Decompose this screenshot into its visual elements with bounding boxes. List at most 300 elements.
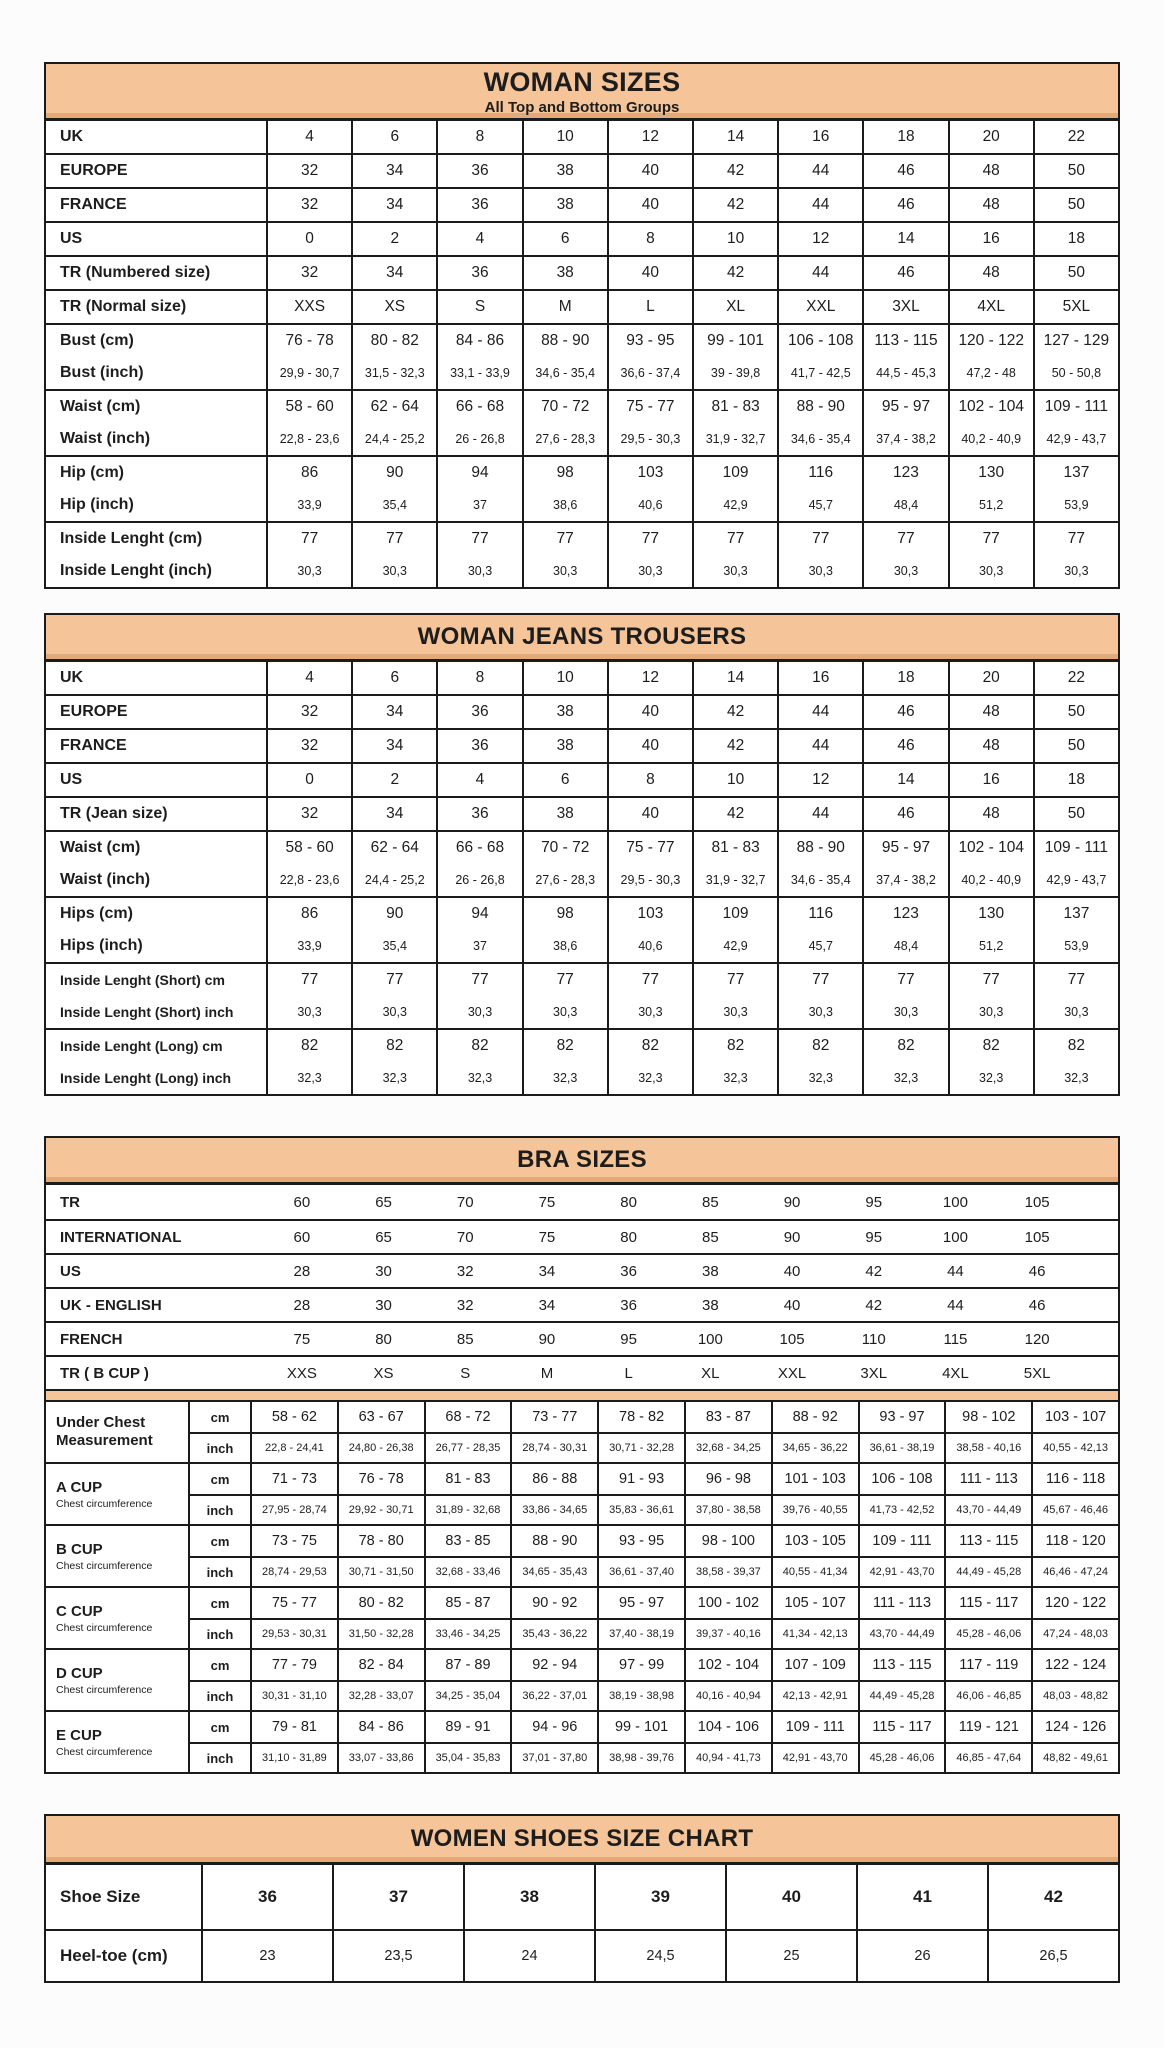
row-label: Inside Lenght (inch) <box>60 562 212 579</box>
value-cell-inch: 29,53 - 30,31 <box>250 1618 337 1648</box>
value-cell: 41,7 - 42,5 <box>777 357 862 389</box>
value-cell: 29,5 - 30,3 <box>607 864 692 896</box>
value-cell-inch: 32,68 - 33,46 <box>424 1556 511 1586</box>
value-cell: 32,3 <box>351 1062 436 1094</box>
value-cell: 130 <box>948 457 1033 489</box>
bra-cup-measurements-body <box>46 1402 1118 1772</box>
woman-sizes-body <box>46 121 1118 587</box>
value-cell: 66 - 68 <box>436 832 521 864</box>
value-cell: M <box>540 1364 554 1382</box>
unit-cm-label: cm <box>188 1402 250 1432</box>
value-cell: 120 <box>1024 1330 1050 1348</box>
value-cell: 34 <box>351 696 436 728</box>
value-cell: 77 <box>948 523 1033 555</box>
value-cell: 85 <box>456 1330 474 1348</box>
value-cell: 30,3 <box>351 555 436 587</box>
value-cell: 77 <box>436 523 521 555</box>
value-cell-inch: 46,85 - 47,64 <box>944 1742 1031 1772</box>
value-cell: 77 <box>351 523 436 555</box>
jeans-trousers-table <box>44 613 1120 1096</box>
value-cell: 34 <box>351 798 436 830</box>
value-cell: 34,6 - 35,4 <box>522 357 607 389</box>
value-cell: 14 <box>692 121 777 153</box>
value-cell: 37 <box>436 489 521 521</box>
value-cell: 37,4 - 38,2 <box>862 864 947 896</box>
row-label: UK - ENGLISH <box>60 1296 162 1314</box>
value-cell: 30,3 <box>436 996 521 1028</box>
value-cell: 40 <box>607 189 692 221</box>
value-cell: XXL <box>777 1364 807 1382</box>
row-label: TR ( B CUP ) <box>60 1364 149 1382</box>
row-group <box>46 121 1118 153</box>
row-label: Inside Lenght (Long) cm <box>60 1038 223 1054</box>
value-cell: 50 <box>1033 696 1118 728</box>
value-cell: 34 <box>538 1296 556 1314</box>
value-cell: 77 <box>522 523 607 555</box>
value-cell: 80 <box>375 1330 392 1348</box>
value-cell: 120 - 122 <box>948 325 1033 357</box>
value-cell: 32,3 <box>607 1062 692 1094</box>
value-cell: 103 <box>607 898 692 930</box>
value-cell: 14 <box>692 662 777 694</box>
value-cell: 22 <box>1033 121 1118 153</box>
value-cell: 8 <box>436 662 521 694</box>
value-cell-cm: 98 - 102 <box>944 1402 1031 1432</box>
row-label: Inside Lenght (Short) cm <box>60 972 225 988</box>
value-cell: 27,6 - 28,3 <box>522 423 607 455</box>
value-cell: 29,9 - 30,7 <box>266 357 351 389</box>
value-cell: 48,4 <box>862 930 947 962</box>
value-cell: S <box>436 291 521 323</box>
row-label: Hips (cm) <box>60 905 133 922</box>
table-row <box>46 1321 1118 1355</box>
value-cell: 24 <box>463 1931 594 1981</box>
value-cell: 6 <box>522 223 607 255</box>
table-row <box>46 1062 1118 1094</box>
value-cell: 95 <box>620 1330 637 1348</box>
value-cell: 38 <box>522 189 607 221</box>
value-cell: 42 <box>865 1296 883 1314</box>
value-cell-cm: 106 - 108 <box>858 1464 945 1494</box>
value-cell: 77 <box>862 964 947 996</box>
row-label: US <box>60 230 83 247</box>
value-cell-cm: 115 - 117 <box>944 1588 1031 1618</box>
cup-row-group <box>46 1710 1118 1772</box>
value-cell: 77 <box>607 523 692 555</box>
value-cell: 32,3 <box>436 1062 521 1094</box>
value-cell: 38 <box>522 798 607 830</box>
value-cell-cm: 83 - 87 <box>684 1402 771 1432</box>
value-cell-cm: 97 - 99 <box>597 1650 684 1680</box>
shoes-size-table <box>44 1814 1120 1983</box>
value-cell: 32,3 <box>692 1062 777 1094</box>
value-cell: 32 <box>266 696 351 728</box>
value-cell: 30 <box>375 1296 392 1314</box>
value-cell: 6 <box>522 764 607 796</box>
value-cell: 40 <box>607 798 692 830</box>
value-cell: 82 <box>522 1030 607 1062</box>
value-cell: 77 <box>522 964 607 996</box>
value-cell: 12 <box>607 662 692 694</box>
table-row <box>46 1355 1118 1389</box>
value-cell: 80 <box>620 1228 637 1246</box>
value-cell: 34 <box>351 257 436 289</box>
value-cell: 77 <box>692 964 777 996</box>
value-cell: 10 <box>522 662 607 694</box>
value-cell: 77 <box>777 523 862 555</box>
value-cell-inch: 38,19 - 38,98 <box>597 1680 684 1710</box>
row-group <box>46 896 1118 962</box>
row-label: INTERNATIONAL <box>60 1228 182 1246</box>
value-cell: 30,3 <box>692 996 777 1028</box>
value-cell: 39 <box>594 1865 725 1929</box>
value-cell-cm: 88 - 90 <box>510 1526 597 1556</box>
value-cell-inch: 42,91 - 43,70 <box>858 1556 945 1586</box>
value-cell: 40,6 <box>607 489 692 521</box>
value-cell: 76 - 78 <box>266 325 351 357</box>
value-cell-inch: 34,65 - 36,22 <box>771 1432 858 1462</box>
row-group <box>46 521 1118 587</box>
value-cell: 18 <box>862 662 947 694</box>
value-cell: 44 <box>777 257 862 289</box>
table-row <box>46 764 1118 796</box>
cup-name: E CUP <box>56 1726 102 1744</box>
value-cell: 36 <box>620 1296 637 1314</box>
value-cell: 113 - 115 <box>862 325 947 357</box>
row-label: Inside Lenght (Long) inch <box>60 1070 232 1086</box>
value-cell: 137 <box>1033 457 1118 489</box>
value-cell: 32,3 <box>1033 1062 1118 1094</box>
value-cell-cm: 113 - 115 <box>858 1650 945 1680</box>
value-cell-cm: 99 - 101 <box>597 1712 684 1742</box>
value-cell: 32,3 <box>777 1062 862 1094</box>
value-cell: 40,2 - 40,9 <box>948 423 1033 455</box>
row-label: FRENCH <box>60 1330 123 1348</box>
unit-inch-label: inch <box>188 1494 250 1524</box>
cup-sublabel: Chest circumference <box>56 1745 153 1758</box>
cup-sublabel: Chest circumference <box>56 1559 153 1572</box>
cup-label <box>46 1402 188 1462</box>
value-cell: 44 <box>777 155 862 187</box>
value-cell: 42 <box>692 730 777 762</box>
value-cell-inch: 35,04 - 35,83 <box>424 1742 511 1772</box>
value-cell: 46 <box>862 155 947 187</box>
value-cell: 42 <box>692 155 777 187</box>
value-cell: 48 <box>948 696 1033 728</box>
value-cell: 32 <box>266 798 351 830</box>
row-group <box>46 662 1118 694</box>
unit-cm-label: cm <box>188 1712 250 1742</box>
value-cell: 38,6 <box>522 489 607 521</box>
row-group <box>46 796 1118 830</box>
value-cell-cm: 91 - 93 <box>597 1464 684 1494</box>
value-cell: 109 <box>692 898 777 930</box>
value-cell: 109 - 111 <box>1033 391 1118 423</box>
value-cell: 30,3 <box>351 996 436 1028</box>
table-row <box>46 189 1118 221</box>
value-cell: 0 <box>266 764 351 796</box>
value-cell: 34,6 - 35,4 <box>777 423 862 455</box>
value-cell: 77 <box>862 523 947 555</box>
value-cell: 22,8 - 23,6 <box>266 423 351 455</box>
cup-name: D CUP <box>56 1664 103 1682</box>
value-cell: 46 <box>862 730 947 762</box>
value-cell: 46 <box>862 189 947 221</box>
value-cell: 4 <box>266 121 351 153</box>
woman-sizes-table <box>44 62 1120 589</box>
table-row <box>46 457 1118 489</box>
value-cell: 93 - 95 <box>607 325 692 357</box>
value-cell-inch: 28,74 - 29,53 <box>250 1556 337 1586</box>
value-cell: 4 <box>436 223 521 255</box>
value-cell: L <box>624 1364 633 1382</box>
value-cell-inch: 34,65 - 35,43 <box>510 1556 597 1586</box>
value-cell-cm: 103 - 105 <box>771 1526 858 1556</box>
table-row <box>46 930 1118 962</box>
value-cell: 109 - 111 <box>1033 832 1118 864</box>
value-cell-inch: 40,16 - 40,94 <box>684 1680 771 1710</box>
value-cell-cm: 88 - 92 <box>771 1402 858 1432</box>
bra-sizes-header <box>46 1138 1118 1185</box>
value-cell: M <box>522 291 607 323</box>
table-row <box>46 1253 1118 1287</box>
value-cell-inch: 38,58 - 40,16 <box>944 1432 1031 1462</box>
value-cell: 50 <box>1033 155 1118 187</box>
row-group <box>46 153 1118 187</box>
value-cell-inch: 43,70 - 44,49 <box>944 1494 1031 1524</box>
value-cell: 22,8 - 23,6 <box>266 864 351 896</box>
value-cell-inch: 33,46 - 34,25 <box>424 1618 511 1648</box>
value-cell: 100 <box>697 1330 723 1348</box>
row-label: Bust (inch) <box>60 364 144 381</box>
row-label: EUROPE <box>60 162 128 179</box>
value-cell: 33,1 - 33,9 <box>436 357 521 389</box>
value-cell-cm: 68 - 72 <box>424 1402 511 1432</box>
value-cell: 37,4 - 38,2 <box>862 423 947 455</box>
value-cell: 60 <box>293 1193 311 1211</box>
value-cell-cm: 111 - 113 <box>858 1588 945 1618</box>
value-cell: 46 <box>1028 1262 1046 1280</box>
value-cell: 42 <box>692 257 777 289</box>
value-cell: 14 <box>862 764 947 796</box>
value-cell-cm: 113 - 115 <box>944 1526 1031 1556</box>
row-group <box>46 728 1118 762</box>
value-cell: L <box>607 291 692 323</box>
value-cell-inch: 44,49 - 45,28 <box>858 1680 945 1710</box>
bra-sizes-table <box>44 1136 1120 1774</box>
value-cell: 77 <box>777 964 862 996</box>
value-cell: 40 <box>607 696 692 728</box>
unit-cm-label: cm <box>188 1526 250 1556</box>
value-cell: 66 - 68 <box>436 391 521 423</box>
table-row <box>46 523 1118 555</box>
value-cell: 38 <box>522 696 607 728</box>
value-cell-cm: 58 - 62 <box>250 1402 337 1432</box>
unit-inch-label: inch <box>188 1618 250 1648</box>
cup-sublabel: Chest circumference <box>56 1497 153 1510</box>
value-cell-cm: 87 - 89 <box>424 1650 511 1680</box>
shoes-size-body <box>46 1865 1118 1981</box>
row-label: TR (Normal size) <box>60 298 187 315</box>
value-cell: 115 <box>943 1330 968 1348</box>
woman-sizes-title: WOMAN SIZES <box>483 66 681 97</box>
value-cell: 65 <box>375 1228 392 1246</box>
value-cell-inch: 40,55 - 41,34 <box>771 1556 858 1586</box>
value-cell: 27,6 - 28,3 <box>522 864 607 896</box>
value-cell: 38 <box>522 257 607 289</box>
table-row <box>46 391 1118 423</box>
value-cell: 46 <box>1028 1296 1046 1314</box>
value-cell: 50 <box>1033 798 1118 830</box>
table-row <box>46 1287 1118 1321</box>
value-cell: 36 <box>436 189 521 221</box>
value-cell: 36 <box>436 730 521 762</box>
unit-inch-label: inch <box>188 1680 250 1710</box>
value-cell: 44,5 - 45,3 <box>862 357 947 389</box>
value-cell: 46 <box>862 696 947 728</box>
table-row <box>46 423 1118 455</box>
value-cell: 75 <box>538 1228 556 1246</box>
value-cell-cm: 105 - 107 <box>771 1588 858 1618</box>
value-cell: 34 <box>351 189 436 221</box>
row-label: UK <box>60 128 84 145</box>
unit-inch-label: inch <box>188 1742 250 1772</box>
value-cell-inch: 33,07 - 33,86 <box>337 1742 424 1772</box>
cup-sublabel: Chest circumference <box>56 1621 153 1634</box>
value-cell-cm: 82 - 84 <box>337 1650 424 1680</box>
value-cell: 30,3 <box>1033 555 1118 587</box>
row-label: FRANCE <box>60 737 127 754</box>
value-cell: 36,6 - 37,4 <box>607 357 692 389</box>
row-label: US <box>60 1262 81 1280</box>
value-cell-inch: 31,50 - 32,28 <box>337 1618 424 1648</box>
value-cell: 10 <box>692 764 777 796</box>
value-cell: 86 <box>266 898 351 930</box>
value-cell: 70 - 72 <box>522 391 607 423</box>
value-cell-cm: 73 - 75 <box>250 1526 337 1556</box>
value-cell-inch: 45,28 - 46,06 <box>944 1618 1031 1648</box>
value-cell: 51,2 <box>948 930 1033 962</box>
value-cell: 34 <box>351 730 436 762</box>
value-cell: 5XL <box>1023 1364 1051 1382</box>
value-cell-inch: 43,70 - 44,49 <box>858 1618 945 1648</box>
value-cell: 137 <box>1033 898 1118 930</box>
value-cell-inch: 38,98 - 39,76 <box>597 1742 684 1772</box>
value-cell: 31,9 - 32,7 <box>692 423 777 455</box>
value-cell-cm: 63 - 67 <box>337 1402 424 1432</box>
value-cell: 48 <box>948 155 1033 187</box>
value-cell-inch: 40,55 - 42,13 <box>1031 1432 1118 1462</box>
value-cell: 38 <box>463 1865 594 1929</box>
value-cell: 16 <box>948 223 1033 255</box>
value-cell: 44 <box>777 696 862 728</box>
value-cell: 38 <box>522 730 607 762</box>
value-cell-inch: 22,8 - 24,41 <box>250 1432 337 1462</box>
value-cell: 18 <box>862 121 947 153</box>
unit-cm-label: cm <box>188 1588 250 1618</box>
value-cell: 4XL <box>948 291 1033 323</box>
value-cell: 116 <box>777 898 862 930</box>
value-cell: 42 <box>865 1262 883 1280</box>
value-cell-cm: 79 - 81 <box>250 1712 337 1742</box>
cup-name: A CUP <box>56 1478 103 1496</box>
bra-sizes-conversion-rows <box>46 1185 1118 1389</box>
row-group <box>46 389 1118 455</box>
value-cell: 12 <box>607 121 692 153</box>
woman-sizes-subtitle: All Top and Bottom Groups <box>484 98 680 116</box>
value-cell: 44 <box>777 730 862 762</box>
value-cell: 31,9 - 32,7 <box>692 864 777 896</box>
value-cell: 50 - 50,8 <box>1033 357 1118 389</box>
value-cell: 3XL <box>860 1364 888 1382</box>
value-cell: 51,2 <box>948 489 1033 521</box>
value-cell: 58 - 60 <box>266 832 351 864</box>
value-cell-inch: 39,37 - 40,16 <box>684 1618 771 1648</box>
value-cell: 109 <box>692 457 777 489</box>
value-cell: 26 - 26,8 <box>436 423 521 455</box>
row-label: UK <box>60 669 84 686</box>
table-row <box>46 1030 1118 1062</box>
value-cell: 14 <box>862 223 947 255</box>
value-cell: 30,3 <box>1033 996 1118 1028</box>
value-cell: 30,3 <box>607 996 692 1028</box>
table-row <box>46 555 1118 587</box>
row-label: TR (Jean size) <box>60 805 168 822</box>
value-cell: 29,5 - 30,3 <box>607 423 692 455</box>
value-cell: 94 <box>436 457 521 489</box>
value-cell: 65 <box>375 1193 392 1211</box>
value-cell: 58 - 60 <box>266 391 351 423</box>
value-cell-inch: 31,10 - 31,89 <box>250 1742 337 1772</box>
value-cell: 48 <box>948 798 1033 830</box>
value-cell-inch: 30,71 - 32,28 <box>597 1432 684 1462</box>
value-cell: 86 <box>266 457 351 489</box>
value-cell: 80 - 82 <box>351 325 436 357</box>
row-group <box>46 255 1118 289</box>
value-cell: 37 <box>332 1865 463 1929</box>
value-cell: XXL <box>777 291 862 323</box>
value-cell: 102 - 104 <box>948 391 1033 423</box>
value-cell: 50 <box>1033 189 1118 221</box>
value-cell: 42 <box>692 696 777 728</box>
row-label: Inside Lenght (Short) inch <box>60 1004 234 1020</box>
value-cell: 24,5 <box>594 1931 725 1981</box>
value-cell-cm: 107 - 109 <box>771 1650 858 1680</box>
value-cell: 30 <box>375 1262 392 1280</box>
value-cell: 44 <box>777 798 862 830</box>
value-cell: 77 <box>948 964 1033 996</box>
value-cell-cm: 78 - 82 <box>597 1402 684 1432</box>
value-cell: 90 <box>538 1330 556 1348</box>
value-cell: 32,3 <box>522 1062 607 1094</box>
value-cell: 75 <box>293 1330 311 1348</box>
value-cell-cm: 117 - 119 <box>944 1650 1031 1680</box>
value-cell: 12 <box>777 223 862 255</box>
value-cell-cm: 111 - 113 <box>944 1464 1031 1494</box>
value-cell: 95 - 97 <box>862 832 947 864</box>
row-label: Heel-toe (cm) <box>60 1946 168 1965</box>
value-cell: 42,9 <box>692 930 777 962</box>
value-cell: 75 <box>538 1193 556 1211</box>
value-cell: 50 <box>1033 257 1118 289</box>
cup-label <box>46 1712 188 1772</box>
value-cell-inch: 31,89 - 32,68 <box>424 1494 511 1524</box>
value-cell: 4XL <box>942 1364 969 1382</box>
value-cell: 30,3 <box>522 555 607 587</box>
value-cell: 110 <box>861 1330 886 1348</box>
value-cell: 105 <box>779 1330 805 1348</box>
value-cell: 30,3 <box>862 555 947 587</box>
